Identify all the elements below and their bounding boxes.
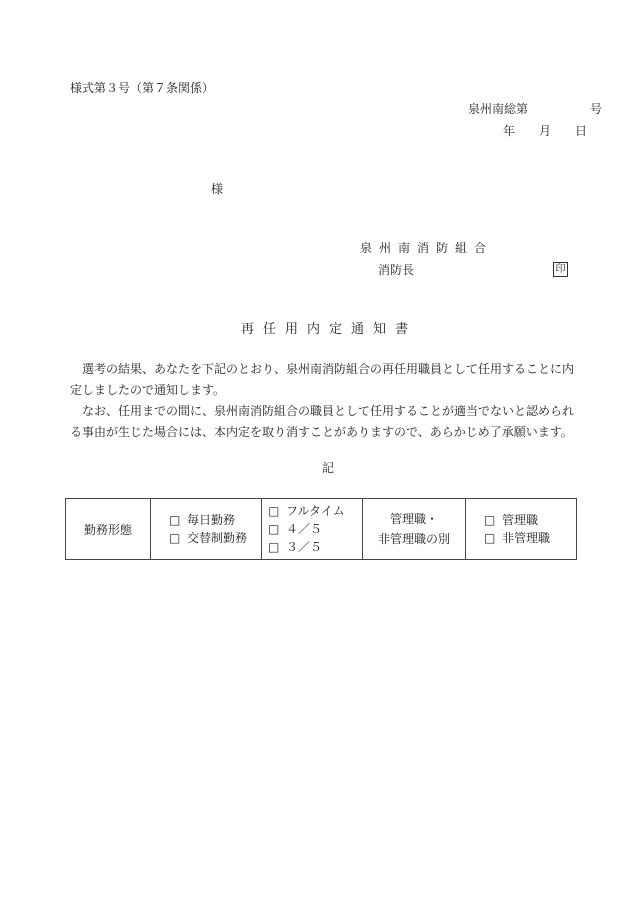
- option-daily-work[interactable]: [151, 511, 261, 529]
- option-label: ４／５: [286, 522, 323, 536]
- date-year: 年: [503, 124, 516, 138]
- addressee-honorific: 様: [211, 182, 224, 196]
- time-options: [262, 499, 363, 560]
- option-three-fifths[interactable]: [262, 538, 362, 556]
- option-manager[interactable]: [466, 511, 576, 529]
- checkbox-icon: □: [268, 522, 280, 536]
- date-month: 月: [539, 124, 552, 138]
- date-day: 日: [575, 124, 588, 138]
- form-number: 様式第３号（第７条関係）: [70, 81, 215, 95]
- option-label: ３／５: [286, 540, 323, 554]
- date-line: [503, 125, 587, 137]
- option-label: フルタイム: [286, 504, 345, 518]
- body-paragraph-2: なお、任用までの間に、泉州南消防組合の職員として任用することが適当でないと認められる事由が生じた場合には、本内定を取り消すことがありますので、あらかじめ了承願います。: [70, 404, 575, 439]
- reference-suffix: 号: [590, 102, 603, 116]
- option-non-manager[interactable]: [466, 529, 576, 547]
- checkbox-icon: □: [484, 531, 496, 545]
- mgmt-label: [363, 499, 466, 560]
- mgmt-label-line1: 管理職・: [389, 512, 438, 526]
- work-type-options: [151, 499, 262, 560]
- reference-prefix: 泉州南総第: [468, 102, 529, 116]
- body-paragraph-1: 選考の結果、あなたを下記のとおり、泉州南消防組合の再任用職員として任用することに内定しましたので通知します。: [70, 362, 575, 397]
- sender-title: 消防長: [378, 263, 415, 277]
- checkbox-icon: □: [268, 504, 280, 518]
- work-type-label: 勤務形態: [66, 499, 151, 560]
- checkbox-icon: □: [169, 531, 181, 545]
- option-label: 管理職: [502, 513, 539, 527]
- checkbox-icon: □: [169, 513, 181, 527]
- option-label: 毎日勤務: [187, 513, 236, 527]
- sender-organization: 泉州南消防組合: [360, 241, 494, 255]
- employment-detail-table: [65, 498, 577, 560]
- checkbox-icon: □: [484, 513, 496, 527]
- reference-number: [468, 103, 602, 115]
- ki-heading: 記: [322, 461, 335, 475]
- checkbox-icon: □: [268, 540, 280, 554]
- option-label: 交替制勤務: [187, 531, 248, 545]
- body-text: [70, 359, 582, 443]
- option-four-fifths[interactable]: [262, 520, 362, 538]
- option-label: 非管理職: [502, 531, 551, 545]
- option-full-time[interactable]: [262, 502, 362, 520]
- document-title: 再任用内定通知書: [241, 322, 418, 337]
- mgmt-label-line2: 非管理職の別: [377, 532, 450, 546]
- seal-mark: 印: [553, 262, 568, 277]
- mgmt-options: [466, 499, 577, 560]
- option-shift-work[interactable]: [151, 529, 261, 547]
